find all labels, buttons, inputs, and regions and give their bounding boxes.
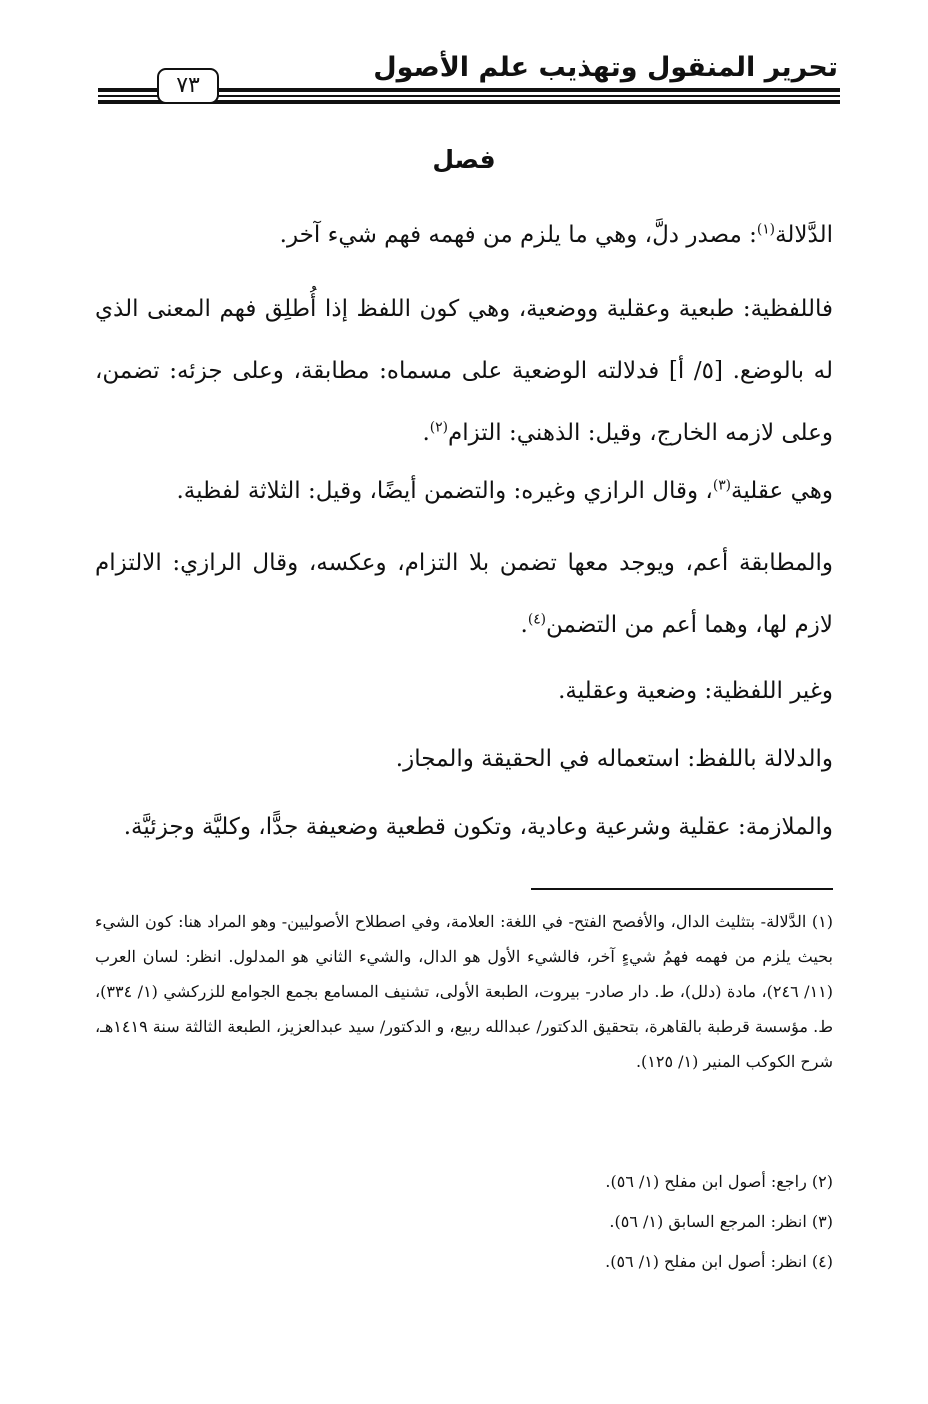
page-number-box	[157, 68, 219, 104]
footnote-separator	[531, 888, 833, 890]
paragraph-6: والدلالة باللفظ: استعماله في الحقيقة والمجاز.	[395, 746, 833, 772]
footnote-ref-4: (٤)	[527, 611, 547, 628]
section-title: فصل	[432, 145, 496, 174]
paragraph-7: والملازمة: عقلية وشرعية وعادية، وتكون قطعية وضعيفة جدًّا، وكليَّة وجزئيَّة.	[123, 814, 833, 840]
paragraph-3: وهي عقلية$^{(٣)}$، وقال الرازي وغيره: والتضمن أيضًا، وقيل: الثلاثة لفظية.	[176, 477, 833, 504]
paragraph-4: والمطابقة أعم، ويوجد معها تضمن بلا التزام، وعكسه، وقال الرازي: الالتزام لازم لها، وهما أعم من التضمن$^{(٤)}$.	[95, 550, 833, 638]
footnote-ref-3: (٣)	[712, 477, 732, 494]
footnote-1: (١) الدَّلالة- بتثليث الدال، والأفصح الفتح- في اللغة: العلامة، وفي اصطلاح الأصوليين- وهو المراد هنا: كون الشيء بحيث يلزم من فهمه فهمُ شيءٍ آخر، فالشيء الأول هو الدال، والشيء الثاني هو المدلول. انظر: لسان العرب (١١/ ٢٤٦)، مادة (دلل)، ط. دار صادر- بيروت، الطبعة الأولى، تشنيف المسامع بجمع الجوامع للزركشي (١/ ٣٣٤)، ط. مؤسسة قرطبة بالقاهرة، بتحقيق الدكتور/ عبدالله ربيع، و الدكتور/ سيد عبدالعزيز، الطبعة الثالثة سنة ١٤١٩هـ، شرح الكوكب المنير (١/ ١٢٥).	[95, 912, 833, 1071]
footnote-3: (٣) انظر: المرجع السابق (١/ ٥٦).	[609, 1212, 833, 1231]
footnote-ref-1: (١)	[756, 221, 776, 238]
paragraph-5: وغير اللفظية: وضعية وعقلية.	[558, 678, 833, 704]
running-title: تحرير المنقول وتهذيب علم الأصول	[373, 52, 838, 83]
paragraph-2: فاللفظية: طبعية وعقلية ووضعية، وهي كون اللفظ إذا أُطلِق فهم المعنى الذي له بالوضع. [٥/ أ] فدلالته الوضعية على مسماه: مطابقة، وعلى جزئه: تضمن، وعلى لازمه الخارج، وقيل: الذهني: التزام$^{(٢)}$.	[95, 296, 833, 446]
page-number: ٧٣	[176, 73, 200, 98]
footnote-4: (٤) انظر: أصول ابن مفلح (١/ ٥٦).	[605, 1252, 833, 1271]
footnote-ref-2: (٢)	[429, 419, 448, 436]
paragraph-1: الدَّلالة$^{(١)}$: مصدر دلَّ، وهي ما يلزم من فهمه فهم شيء آخر.	[279, 221, 833, 248]
footnote-2: (٢) راجع: أصول ابن مفلح (١/ ٥٦).	[605, 1172, 833, 1191]
